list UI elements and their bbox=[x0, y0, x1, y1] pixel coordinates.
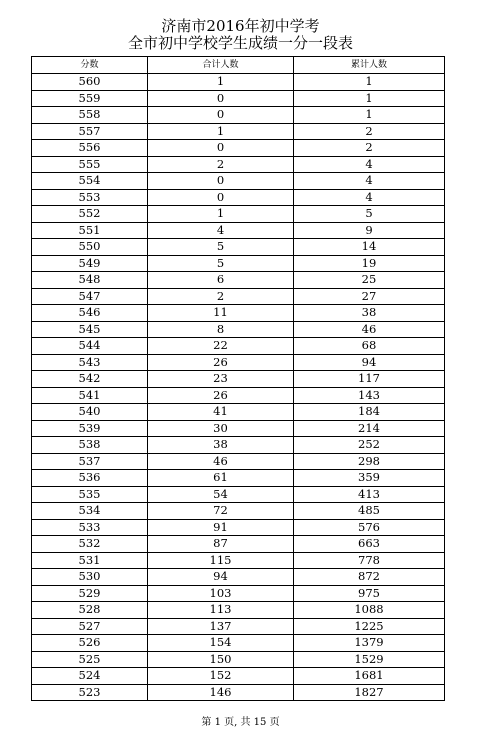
cell-count: 8 bbox=[148, 321, 294, 338]
cell-score: 556 bbox=[32, 140, 148, 157]
cell-count: 146 bbox=[148, 684, 294, 701]
table-row bbox=[32, 140, 445, 157]
cell-count: 26 bbox=[148, 387, 294, 404]
header-count: 合计人数 bbox=[148, 57, 294, 74]
table-row bbox=[32, 371, 445, 388]
cell-cumulative: 4 bbox=[294, 173, 445, 190]
cell-score: 558 bbox=[32, 107, 148, 124]
cell-score: 538 bbox=[32, 437, 148, 454]
table-row bbox=[32, 354, 445, 371]
cell-count: 1 bbox=[148, 74, 294, 91]
cell-count: 26 bbox=[148, 354, 294, 371]
cell-cumulative: 27 bbox=[294, 288, 445, 305]
cell-count: 1 bbox=[148, 206, 294, 223]
cell-cumulative: 1827 bbox=[294, 684, 445, 701]
document-title: 济南市2016年初中学考 bbox=[161, 17, 320, 35]
cell-cumulative: 25 bbox=[294, 272, 445, 289]
cell-cumulative: 2 bbox=[294, 123, 445, 140]
cell-score: 555 bbox=[32, 156, 148, 173]
cell-count: 11 bbox=[148, 305, 294, 322]
cell-score: 553 bbox=[32, 189, 148, 206]
cell-cumulative: 359 bbox=[294, 470, 445, 487]
cell-score: 557 bbox=[32, 123, 148, 140]
cell-count: 4 bbox=[148, 222, 294, 239]
cell-count: 0 bbox=[148, 107, 294, 124]
table-row bbox=[32, 74, 445, 91]
table-row bbox=[32, 321, 445, 338]
table-row bbox=[32, 206, 445, 223]
cell-score: 552 bbox=[32, 206, 148, 223]
cell-score: 541 bbox=[32, 387, 148, 404]
cell-cumulative: 1379 bbox=[294, 635, 445, 652]
cell-score: 550 bbox=[32, 239, 148, 256]
cell-count: 94 bbox=[148, 569, 294, 586]
cell-score: 535 bbox=[32, 486, 148, 503]
cell-count: 2 bbox=[148, 288, 294, 305]
cell-cumulative: 298 bbox=[294, 453, 445, 470]
cell-count: 30 bbox=[148, 420, 294, 437]
table-row bbox=[32, 222, 445, 239]
cell-score: 554 bbox=[32, 173, 148, 190]
cell-count: 61 bbox=[148, 470, 294, 487]
cell-count: 87 bbox=[148, 536, 294, 553]
cell-cumulative: 872 bbox=[294, 569, 445, 586]
cell-cumulative: 1088 bbox=[294, 602, 445, 619]
cell-count: 22 bbox=[148, 338, 294, 355]
table-row bbox=[32, 453, 445, 470]
cell-score: 534 bbox=[32, 503, 148, 520]
cell-score: 540 bbox=[32, 404, 148, 421]
cell-count: 152 bbox=[148, 668, 294, 685]
cell-score: 549 bbox=[32, 255, 148, 272]
table-row bbox=[32, 486, 445, 503]
cell-count: 115 bbox=[148, 552, 294, 569]
table-row bbox=[32, 585, 445, 602]
cell-count: 150 bbox=[148, 651, 294, 668]
cell-cumulative: 143 bbox=[294, 387, 445, 404]
page-footer: 第 1 页, 共 15 页 bbox=[201, 717, 280, 728]
cell-score: 527 bbox=[32, 618, 148, 635]
cell-cumulative: 184 bbox=[294, 404, 445, 421]
cell-cumulative: 1529 bbox=[294, 651, 445, 668]
cell-count: 23 bbox=[148, 371, 294, 388]
cell-cumulative: 68 bbox=[294, 338, 445, 355]
cell-count: 5 bbox=[148, 255, 294, 272]
table-row bbox=[32, 107, 445, 124]
cell-score: 548 bbox=[32, 272, 148, 289]
cell-score: 560 bbox=[32, 74, 148, 91]
cell-score: 546 bbox=[32, 305, 148, 322]
cell-score: 531 bbox=[32, 552, 148, 569]
cell-cumulative: 4 bbox=[294, 156, 445, 173]
cell-cumulative: 94 bbox=[294, 354, 445, 371]
cell-count: 103 bbox=[148, 585, 294, 602]
score-distribution-table bbox=[31, 56, 445, 701]
cell-count: 0 bbox=[148, 90, 294, 107]
cell-count: 154 bbox=[148, 635, 294, 652]
table-row bbox=[32, 519, 445, 536]
table-row bbox=[32, 569, 445, 586]
cell-cumulative: 485 bbox=[294, 503, 445, 520]
cell-count: 72 bbox=[148, 503, 294, 520]
cell-score: 544 bbox=[32, 338, 148, 355]
cell-cumulative: 1 bbox=[294, 107, 445, 124]
cell-count: 2 bbox=[148, 156, 294, 173]
table-row bbox=[32, 602, 445, 619]
cell-score: 525 bbox=[32, 651, 148, 668]
cell-score: 559 bbox=[32, 90, 148, 107]
table-row bbox=[32, 618, 445, 635]
cell-cumulative: 1225 bbox=[294, 618, 445, 635]
table-row bbox=[32, 437, 445, 454]
cell-score: 543 bbox=[32, 354, 148, 371]
cell-score: 537 bbox=[32, 453, 148, 470]
cell-cumulative: 413 bbox=[294, 486, 445, 503]
cell-score: 551 bbox=[32, 222, 148, 239]
cell-score: 533 bbox=[32, 519, 148, 536]
table-row bbox=[32, 684, 445, 701]
cell-count: 0 bbox=[148, 173, 294, 190]
table-row bbox=[32, 635, 445, 652]
cell-score: 539 bbox=[32, 420, 148, 437]
table-row bbox=[32, 536, 445, 553]
table-row bbox=[32, 123, 445, 140]
cell-score: 523 bbox=[32, 684, 148, 701]
cell-count: 113 bbox=[148, 602, 294, 619]
header-score: 分数 bbox=[32, 57, 148, 74]
table-row bbox=[32, 338, 445, 355]
table-row bbox=[32, 503, 445, 520]
table-row bbox=[32, 668, 445, 685]
table-row bbox=[32, 420, 445, 437]
header-cumulative: 累计人数 bbox=[294, 57, 445, 74]
cell-count: 38 bbox=[148, 437, 294, 454]
cell-cumulative: 2 bbox=[294, 140, 445, 157]
cell-cumulative: 1 bbox=[294, 74, 445, 91]
document-subtitle: 全市初中学校学生成绩一分一段表 bbox=[127, 34, 353, 52]
table-row bbox=[32, 173, 445, 190]
cell-cumulative: 576 bbox=[294, 519, 445, 536]
cell-score: 530 bbox=[32, 569, 148, 586]
cell-score: 526 bbox=[32, 635, 148, 652]
cell-cumulative: 975 bbox=[294, 585, 445, 602]
cell-score: 536 bbox=[32, 470, 148, 487]
table-row bbox=[32, 156, 445, 173]
cell-score: 529 bbox=[32, 585, 148, 602]
table-row bbox=[32, 651, 445, 668]
cell-cumulative: 19 bbox=[294, 255, 445, 272]
cell-cumulative: 1681 bbox=[294, 668, 445, 685]
table-row bbox=[32, 90, 445, 107]
table-row bbox=[32, 272, 445, 289]
cell-score: 524 bbox=[32, 668, 148, 685]
cell-cumulative: 5 bbox=[294, 206, 445, 223]
cell-score: 545 bbox=[32, 321, 148, 338]
table-row bbox=[32, 239, 445, 256]
cell-cumulative: 9 bbox=[294, 222, 445, 239]
table-row bbox=[32, 387, 445, 404]
cell-cumulative: 214 bbox=[294, 420, 445, 437]
table-row bbox=[32, 404, 445, 421]
cell-cumulative: 663 bbox=[294, 536, 445, 553]
cell-cumulative: 46 bbox=[294, 321, 445, 338]
cell-count: 137 bbox=[148, 618, 294, 635]
cell-count: 0 bbox=[148, 140, 294, 157]
cell-score: 532 bbox=[32, 536, 148, 553]
table-row bbox=[32, 288, 445, 305]
cell-count: 54 bbox=[148, 486, 294, 503]
table-body bbox=[32, 74, 445, 701]
cell-count: 6 bbox=[148, 272, 294, 289]
cell-cumulative: 252 bbox=[294, 437, 445, 454]
cell-score: 547 bbox=[32, 288, 148, 305]
cell-cumulative: 778 bbox=[294, 552, 445, 569]
cell-cumulative: 38 bbox=[294, 305, 445, 322]
table-row bbox=[32, 305, 445, 322]
table-row bbox=[32, 552, 445, 569]
cell-cumulative: 117 bbox=[294, 371, 445, 388]
cell-count: 0 bbox=[148, 189, 294, 206]
table-row bbox=[32, 470, 445, 487]
cell-score: 528 bbox=[32, 602, 148, 619]
cell-count: 41 bbox=[148, 404, 294, 421]
cell-cumulative: 1 bbox=[294, 90, 445, 107]
cell-cumulative: 4 bbox=[294, 189, 445, 206]
cell-count: 91 bbox=[148, 519, 294, 536]
table-row bbox=[32, 255, 445, 272]
cell-count: 46 bbox=[148, 453, 294, 470]
table-row bbox=[32, 189, 445, 206]
cell-score: 542 bbox=[32, 371, 148, 388]
cell-count: 5 bbox=[148, 239, 294, 256]
table-header-row bbox=[32, 57, 445, 74]
cell-count: 1 bbox=[148, 123, 294, 140]
cell-cumulative: 14 bbox=[294, 239, 445, 256]
